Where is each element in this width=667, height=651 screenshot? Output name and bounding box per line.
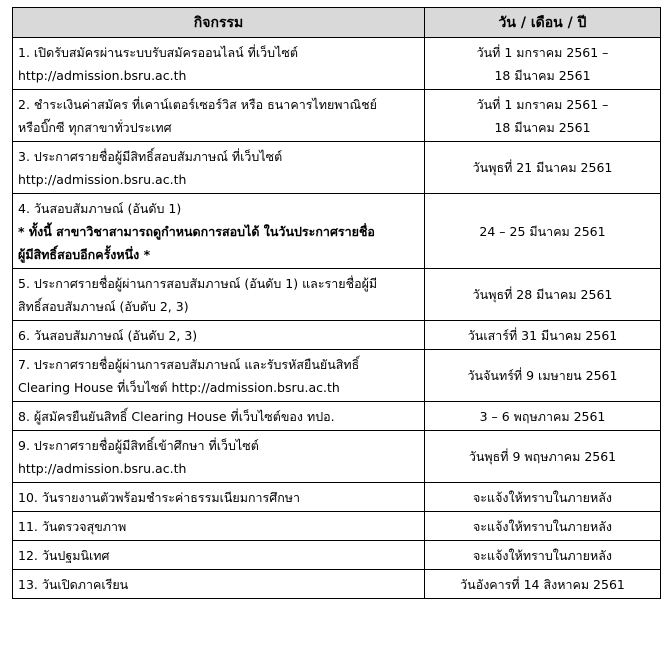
activity-text: 1. เปิดรับสมัครผ่านระบบรับสมัครออนไลน์ ที่เว็บไซต์: [18, 45, 298, 60]
activity-text: 8. ผู้สมัครยืนยันสิทธิ์ Clearing House ที่เว็บไซต์ของ ทปอ.: [18, 409, 335, 424]
activity-cell: [13, 350, 425, 402]
date-text: วันพุธที่ 9 พฤษภาคม 2561: [468, 449, 617, 464]
activity-cell: [13, 402, 425, 431]
activity-cell: [13, 570, 425, 599]
date-cell: [425, 90, 661, 142]
activity-text: 5. ประกาศรายชื่อผู้ผ่านการสอบสัมภาษณ์ (อันดับ 1) และรายชื่อผู้มี: [18, 276, 378, 291]
activity-cell: [13, 483, 425, 512]
table-row: [13, 194, 661, 269]
activity-text: http://admission.bsru.ac.th: [18, 172, 187, 187]
activity-text: 7. ประกาศรายชื่อผู้ผ่านการสอบสัมภาษณ์ และรับรหัสยืนยันสิทธิ์: [18, 357, 360, 372]
schedule-document: [12, 7, 660, 599]
table-row: [13, 38, 661, 90]
date-text: 18 มีนาคม 2561: [494, 119, 591, 135]
table-body: [13, 38, 661, 599]
activity-note: ผู้มีสิทธิ์สอบอีกครั้งหนึ่ง *: [18, 247, 151, 262]
activity-text: 2. ชำระเงินค่าสมัคร ที่เคาน์เตอร์เซอร์วิส หรือ ธนาคารไทยพาณิชย์: [18, 97, 377, 112]
header-activity: กิจกรรม: [13, 8, 425, 38]
table-row: [13, 142, 661, 194]
date-cell: [425, 321, 661, 350]
activity-text: 10. วันรายงานตัวพร้อมชำระค่าธรรมเนียมการศึกษา: [18, 490, 301, 505]
activity-text: 6. วันสอบสัมภาษณ์ (อันดับ 2, 3): [18, 328, 198, 343]
date-text: วันเสาร์ที่ 31 มีนาคม 2561: [467, 327, 618, 343]
table-row: [13, 402, 661, 431]
activity-cell: [13, 38, 425, 90]
activity-cell: [13, 90, 425, 142]
date-text: จะแจ้งให้ทราบในภายหลัง: [472, 518, 612, 534]
activity-text: 3. ประกาศรายชื่อผู้มีสิทธิ์สอบสัมภาษณ์ ที่เว็บไซต์: [18, 149, 283, 164]
activity-text: http://admission.bsru.ac.th: [18, 68, 187, 83]
date-cell: [425, 483, 661, 512]
date-text: วันที่ 1 มกราคม 2561 –: [476, 96, 609, 112]
admission-schedule-table: [12, 7, 661, 599]
date-cell: [425, 350, 661, 402]
table-row: [13, 431, 661, 483]
activity-text: 13. วันเปิดภาคเรียน: [18, 577, 129, 592]
date-cell: [425, 194, 661, 269]
activity-cell: [13, 512, 425, 541]
activity-text: 11. วันตรวจสุขภาพ: [18, 519, 127, 534]
date-text: 18 มีนาคม 2561: [494, 67, 591, 83]
activity-cell: [13, 269, 425, 321]
activity-cell: [13, 142, 425, 194]
activity-cell: [13, 194, 425, 269]
date-cell: [425, 402, 661, 431]
date-text: วันที่ 1 มกราคม 2561 –: [476, 44, 609, 60]
table-row: [13, 321, 661, 350]
table-row: [13, 90, 661, 142]
table-header-row: [13, 8, 661, 38]
table-row: [13, 350, 661, 402]
activity-text: 4. วันสอบสัมภาษณ์ (อันดับ 1): [18, 201, 182, 216]
activity-cell: [13, 541, 425, 570]
date-cell: [425, 512, 661, 541]
activity-text: Clearing House ที่เว็บไซต์ http://admission.bsru.ac.th: [18, 380, 340, 395]
activity-text: หรือบิ๊กซี ทุกสาขาทั่วประเทศ: [18, 120, 172, 135]
activity-note: * ทั้งนี้ สาขาวิชาสามารถดูกำหนดการสอบได้ ในวันประกาศรายชื่อ: [18, 224, 375, 239]
table-row: [13, 269, 661, 321]
date-cell: [425, 570, 661, 599]
table-row: [13, 483, 661, 512]
date-cell: [425, 142, 661, 194]
date-text: วันพุธที่ 21 มีนาคม 2561: [472, 160, 613, 175]
activity-text: 12. วันปฐมนิเทศ: [18, 548, 110, 563]
date-cell: [425, 38, 661, 90]
activity-cell: [13, 431, 425, 483]
date-text: จะแจ้งให้ทราบในภายหลัง: [472, 489, 612, 505]
activity-cell: [13, 321, 425, 350]
date-text: 24 – 25 มีนาคม 2561: [479, 223, 606, 239]
date-text: วันพุธที่ 28 มีนาคม 2561: [472, 287, 613, 302]
date-cell: [425, 269, 661, 321]
activity-text: http://admission.bsru.ac.th: [18, 461, 187, 476]
header-date: วัน / เดือน / ปี: [425, 8, 661, 38]
table-row: [13, 541, 661, 570]
date-cell: [425, 541, 661, 570]
date-text: 3 – 6 พฤษภาคม 2561: [479, 408, 606, 424]
table-row: [13, 512, 661, 541]
date-text: วันจันทร์ที่ 9 เมษายน 2561: [467, 368, 618, 383]
table-row: [13, 570, 661, 599]
date-text: จะแจ้งให้ทราบในภายหลัง: [472, 547, 612, 563]
activity-text: สิทธิ์สอบสัมภาษณ์ (อับดับ 2, 3): [18, 299, 189, 314]
date-cell: [425, 431, 661, 483]
date-text: วันอังคารที่ 14 สิงหาคม 2561: [460, 576, 625, 592]
activity-text: 9. ประกาศรายชื่อผู้มีสิทธิ์เข้าศึกษา ที่เว็บไซต์: [18, 438, 259, 453]
